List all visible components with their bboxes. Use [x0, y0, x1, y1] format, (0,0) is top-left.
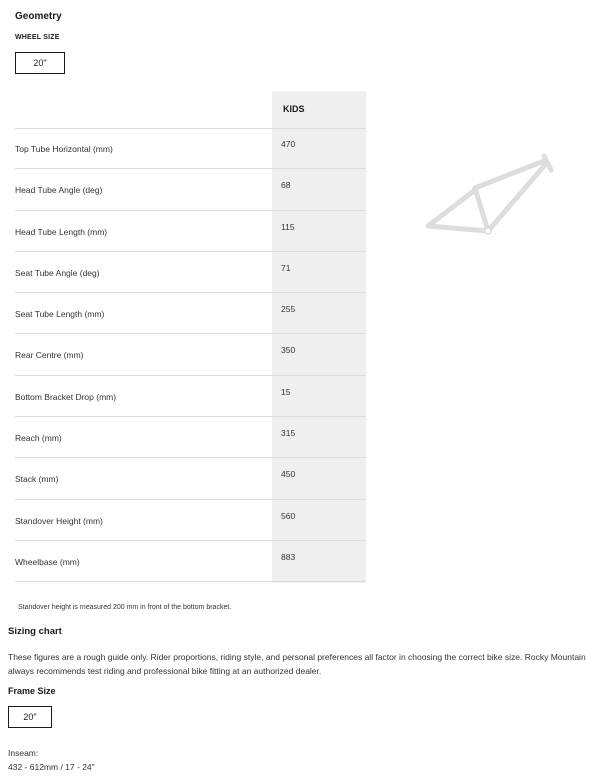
bike-frame-diagram — [420, 148, 560, 240]
table-row — [15, 211, 366, 252]
table-row — [15, 293, 366, 334]
frame-size-button[interactable]: 20" — [8, 706, 52, 728]
table-row — [15, 334, 366, 375]
row-label: Head Tube Length (mm) — [15, 226, 108, 237]
table-row — [15, 417, 366, 458]
row-label: Wheelbase (mm) — [15, 556, 80, 567]
table-row — [15, 376, 366, 417]
wheel-size-button[interactable]: 20" — [15, 52, 65, 74]
table-row — [15, 458, 366, 499]
row-value: 255 — [281, 304, 296, 315]
row-value: 15 — [281, 386, 291, 397]
row-value: 883 — [281, 551, 296, 562]
wheel-size-label: WHEEL SIZE — [15, 34, 60, 41]
sizing-description: These figures are a rough guide only. Rider proportions, riding style, and personal preferences all factor in choosing the correct bike size. Rocky Mountain always recommends test riding and professional bike fitting at an authorized dealer. — [8, 652, 586, 676]
row-label: Rear Centre (mm) — [15, 350, 84, 361]
row-value: 560 — [281, 510, 296, 521]
row-label: Stack (mm) — [15, 474, 59, 485]
table-row — [15, 541, 366, 582]
row-value: 315 — [281, 428, 296, 439]
inseam-label: Inseam: — [8, 748, 39, 758]
table-row — [15, 252, 366, 293]
inseam-value: 432 - 612mm / 17 - 24" — [8, 762, 95, 772]
row-value: 115 — [281, 221, 295, 232]
row-label: Reach (mm) — [15, 433, 62, 444]
row-label: Seat Tube Angle (deg) — [15, 267, 100, 278]
row-value: 350 — [281, 345, 296, 356]
bike-frame-icon — [428, 156, 551, 231]
table-body — [15, 128, 366, 582]
geometry-title: Geometry — [15, 11, 62, 22]
row-value: 470 — [281, 139, 296, 149]
standover-note: Standover height is measured 200 mm in front of the bottom bracket. — [18, 604, 232, 611]
row-value: 71 — [281, 262, 291, 273]
row-value: 68 — [281, 180, 291, 191]
row-label: Bottom Bracket Drop (mm) — [15, 391, 117, 402]
table-header-row — [15, 91, 366, 129]
column-header-kids: KIDS — [283, 104, 305, 114]
row-value: 450 — [281, 469, 296, 480]
row-label: Top Tube Horizontal (mm) — [15, 144, 113, 154]
frame-size-label: Frame Size — [8, 686, 56, 696]
table-row — [15, 500, 366, 541]
row-label: Head Tube Angle (deg) — [15, 185, 103, 196]
table-row — [15, 169, 366, 210]
sizing-chart-title: Sizing chart — [8, 626, 62, 637]
table-row — [15, 128, 366, 169]
row-label: Standover Height (mm) — [15, 515, 103, 526]
row-label: Seat Tube Length (mm) — [15, 309, 105, 320]
